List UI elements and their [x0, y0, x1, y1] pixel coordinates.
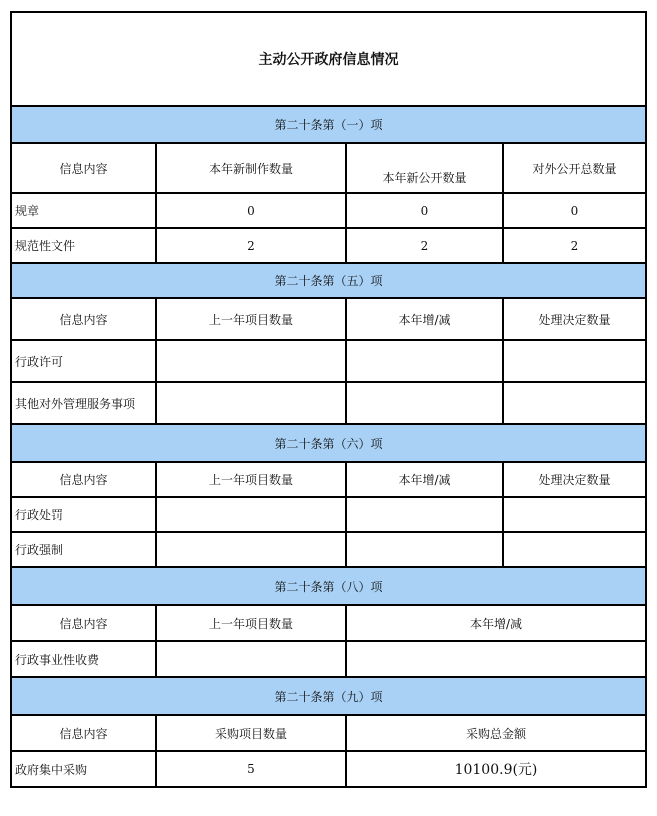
table-cell: 2 [346, 228, 503, 263]
column-header: 本年增/减 [346, 462, 503, 497]
column-header: 采购项目数量 [156, 715, 346, 751]
section-header-5: 第二十条第（五）项 [11, 263, 646, 298]
table-cell [346, 497, 503, 532]
table-cell: 2 [503, 228, 646, 263]
table-cell [346, 340, 503, 382]
column-header: 上一年项目数量 [156, 605, 346, 641]
column-header: 本年新制作数量 [156, 143, 346, 193]
table-cell [156, 641, 346, 677]
column-header: 信息内容 [11, 462, 156, 497]
row-label: 其他对外管理服务事项 [11, 382, 156, 424]
column-header: 处理决定数量 [503, 298, 646, 340]
column-header: 信息内容 [11, 143, 156, 193]
section-header-8: 第二十条第（八）项 [11, 567, 646, 605]
section-header-9: 第二十条第（九）项 [11, 677, 646, 715]
table-cell [156, 497, 346, 532]
table-cell: 0 [503, 193, 646, 228]
table-cell: 10100.9(元) [346, 751, 646, 787]
table-cell [156, 532, 346, 567]
column-header: 信息内容 [11, 298, 156, 340]
table-cell [156, 382, 346, 424]
table-cell [346, 532, 503, 567]
column-header: 本年增/减 [346, 298, 503, 340]
column-header: 本年增/减 [346, 605, 646, 641]
disclosure-table [10, 11, 647, 788]
column-header: 处理决定数量 [503, 462, 646, 497]
section-header-1: 第二十条第（一）项 [11, 106, 646, 143]
table-cell [156, 340, 346, 382]
column-header: 上一年项目数量 [156, 298, 346, 340]
table-cell: 0 [346, 193, 503, 228]
column-header: 对外公开总数量 [503, 143, 646, 193]
table-cell [503, 532, 646, 567]
column-header: 信息内容 [11, 605, 156, 641]
column-header: 信息内容 [11, 715, 156, 751]
table-cell [503, 340, 646, 382]
row-label: 规范性文件 [11, 228, 156, 263]
row-label: 行政许可 [11, 340, 156, 382]
section-header-6: 第二十条第（六）项 [11, 424, 646, 462]
row-label: 政府集中采购 [11, 751, 156, 787]
column-header: 本年新公开数量 [346, 143, 503, 193]
row-label: 行政强制 [11, 532, 156, 567]
column-header: 上一年项目数量 [156, 462, 346, 497]
table-cell [346, 641, 646, 677]
table-cell [346, 382, 503, 424]
row-label: 行政处罚 [11, 497, 156, 532]
column-header: 采购总金额 [346, 715, 646, 751]
row-label: 行政事业性收费 [11, 641, 156, 677]
table-cell: 0 [156, 193, 346, 228]
table-cell: 5 [156, 751, 346, 787]
page-title: 主动公开政府信息情况 [11, 12, 646, 106]
table-cell [503, 382, 646, 424]
table-cell: 2 [156, 228, 346, 263]
table-cell [503, 497, 646, 532]
row-label: 规章 [11, 193, 156, 228]
